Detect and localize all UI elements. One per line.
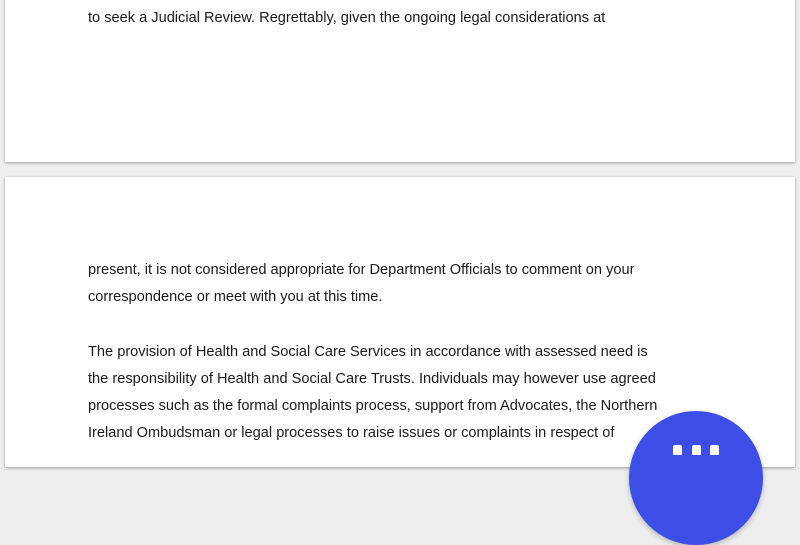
text-line: processes such as the formal complaints process, support from Advocates, the Northern <box>88 398 658 414</box>
text-line: correspondence or meet with you at this time. <box>88 289 383 305</box>
text-line: to seek a Judicial Review. Regrettably, given the ongoing legal considerations at <box>88 10 606 26</box>
text-line: The provision of Health and Social Care Services in accordance with assessed need is <box>88 344 648 360</box>
floating-action-button[interactable] <box>629 411 763 545</box>
menu-dots-icon <box>673 445 719 455</box>
text-line: the responsibility of Health and Social Care Trusts. Individuals may however use agreed <box>88 371 656 387</box>
text-line: present, it is not considered appropriate for Department Officials to comment on your <box>88 262 635 278</box>
document-page-top <box>5 0 795 162</box>
text-line: Ireland Ombudsman or legal processes to raise issues or complaints in respect of <box>88 425 615 441</box>
